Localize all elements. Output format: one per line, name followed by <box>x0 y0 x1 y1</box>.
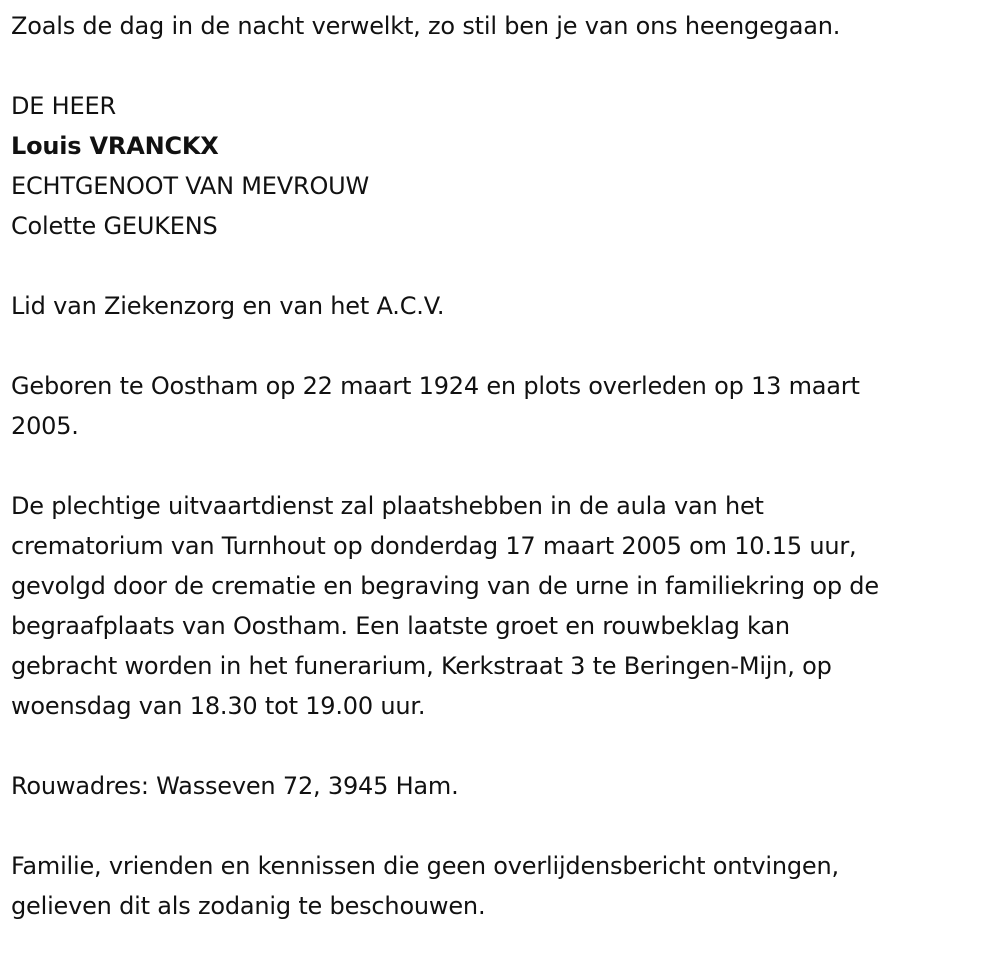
death-notice <box>11 6 991 926</box>
service-line-1: De plechtige uitvaartdienst zal plaatshebben in de aula van het <box>11 492 764 520</box>
spacer <box>11 326 991 366</box>
relation: ECHTGENOOT VAN MEVROUW <box>11 172 370 200</box>
spouse-name: Colette GEUKENS <box>11 212 218 240</box>
closing-line-1: Familie, vrienden en kennissen die geen overlijdensbericht ontvingen, <box>11 852 839 880</box>
birth-death-line-1: Geboren te Oostham op 22 maart 1924 en plots overleden op 13 maart <box>11 372 860 400</box>
spacer <box>11 246 991 286</box>
service-line-2: crematorium van Turnhout op donderdag 17 maart 2005 om 10.15 uur, <box>11 532 857 560</box>
closing-line-2: gelieven dit als zodanig te beschouwen. <box>11 892 486 920</box>
deceased-name: Louis VRANCKX <box>11 132 219 160</box>
honorific: DE HEER <box>11 92 116 120</box>
service-line-6: woensdag van 18.30 tot 19.00 uur. <box>11 692 426 720</box>
service-line-5: gebracht worden in het funerarium, Kerkstraat 3 te Beringen-Mijn, op <box>11 652 832 680</box>
service-line-3: gevolgd door de crematie en begraving van de urne in familiekring op de <box>11 572 879 600</box>
mourning-address: Rouwadres: Wasseven 72, 3945 Ham. <box>11 772 459 800</box>
birth-death-line-2: 2005. <box>11 412 79 440</box>
motto: Zoals de dag in de nacht verwelkt, zo stil ben je van ons heengegaan. <box>11 12 841 40</box>
spacer <box>11 726 991 766</box>
spacer <box>11 806 991 846</box>
spacer <box>11 46 991 86</box>
membership: Lid van Ziekenzorg en van het A.C.V. <box>11 292 445 320</box>
service-line-4: begraafplaats van Oostham. Een laatste groet en rouwbeklag kan <box>11 612 790 640</box>
spacer <box>11 446 991 486</box>
